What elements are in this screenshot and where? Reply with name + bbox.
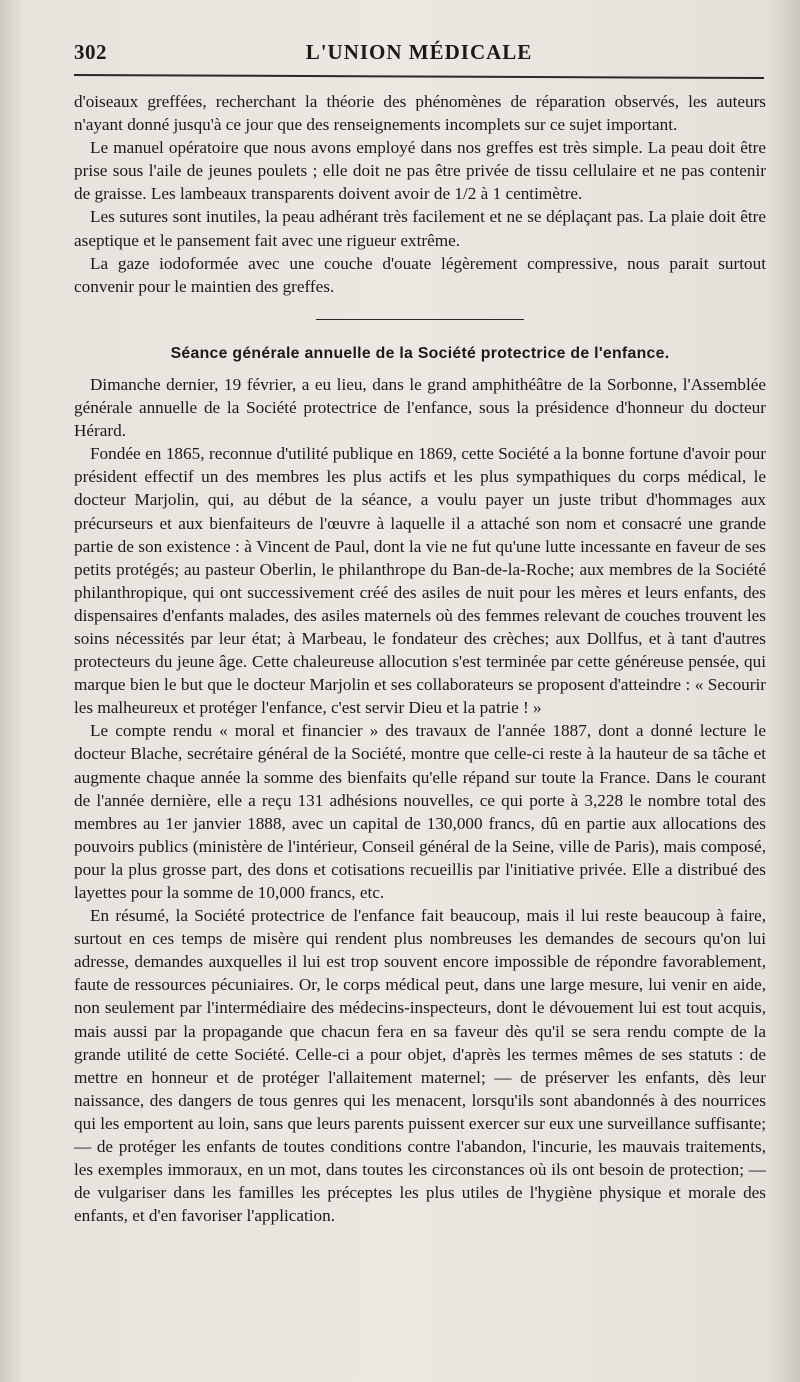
page-number: 302 <box>74 40 107 64</box>
section-title: Séance générale annuelle de la Société protectrice de l'enfance. <box>170 344 670 362</box>
body-text <box>74 90 766 1227</box>
intro-paragraph-1: d'oiseaux greffées, recherchant la théorie des phénomènes de réparation observés, les auteurs n'ayant donné jusqu'à ce jour que des renseignements incomplets sur ce sujet important. <box>74 92 766 135</box>
section-paragraph-3: Le compte rendu « moral et financier » des travaux de l'année 1887, dont a donné lecture le docteur Blache, secrétaire général de la Société, montre que celle-ci reste à la hauteur de sa tâche et augmente chaque année la somme des bienfaits qu'elle répand sur toute la France. Dans le courant de l'année dernière, elle a reçu 131 adhésions nouvelles, ce qui porte à 3,228 le nombre total des membres au 1er janvier 1888, avec un capital de 130,000 francs, dû en partie aux allocations des pouvoirs publics (ministère de l'intérieur, Conseil général de la Seine, ville de Paris), mais composé, pour la plus grosse part, des dons et cotisations recueillis par l'initiative privée. Elle a distribué des layettes pour la somme de 10,000 francs, etc. <box>74 721 766 902</box>
header-rule <box>74 74 764 79</box>
section-paragraph-2: Fondée en 1865, reconnue d'utilité publique en 1869, cette Société a la bonne fortune d'avoir pour président effectif un des membres les plus actifs et les plus sympathiques du corps médical, le docteur Marjolin, qui, au début de la séance, a voulu payer un juste tribut d'hommages aux précurseurs et aux bienfaiteurs de l'œuvre à laquelle il a attaché son nom et consacré une grande partie de son existence : à Vincent de Paul, dont la vie ne fut qu'une lutte incessante en faveur de ses petits protégés; au pasteur Oberlin, le philanthrope du Ban-de-la-Roche; aux membres de la Société philanthropique, qui ont successivement créé des asiles de nuit pour les mères et leurs enfants, des dispensaires d'enfants malades, des asiles maternels où des femmes relevant de couches trouvent les soins nécessités par leur état; à Marbeau, le fondateur des crèches; aux Dollfus, et à tant d'autres protecteurs du jeune âge. Cette chaleureuse allocution s'est terminée par cette généreuse pensée, qui marque bien le but que le docteur Marjolin et ses collaborateurs se proposent d'atteindre : « Secourir les malheureux et protéger l'enfance, c'est servir Dieu et la patrie ! » <box>74 444 766 718</box>
section-paragraph-1: Dimanche dernier, 19 février, a eu lieu, dans le grand amphithéâtre de la Sorbonne, l'Assemblée générale annuelle de la Société protectrice de l'enfance, sous la présidence d'honneur du docteur Hérard. <box>74 374 766 441</box>
intro-paragraph-4: La gaze iodoformée avec une couche d'ouate légèrement compressive, nous parait surtout convenir pour le maintien des greffes. <box>74 253 766 296</box>
running-title: L'UNION MÉDICALE <box>305 40 533 64</box>
section-separator <box>316 319 524 320</box>
intro-paragraph-3: Les sutures sont inutiles, la peau adhérant très facilement et ne se déplaçant pas. La plaie doit être aseptique et le pansement fait avec une rigueur extrême. <box>74 207 766 250</box>
intro-paragraph-2: Le manuel opératoire que nous avons employé dans nos greffes est très simple. La peau doit être prise sous l'aile de jeunes poulets ; elle doit ne pas être privée de tissu cellulaire et ne pas contenir de graisse. Les lambeaux transparents doivent avoir de 1/2 à 1 centimètre. <box>74 138 766 204</box>
page-header <box>74 40 764 74</box>
section-paragraph-4: En résumé, la Société protectrice de l'enfance fait beaucoup, mais il lui reste beaucoup à faire, surtout en ces temps de misère qui rendent plus nombreuses les demandes de secours qu'on lui adresse, demandes auxquelles il lui est trop souvent encore impossible de répondre favorablement, faute de ressources pécuniaires. Or, le corps médical peut, dans une large mesure, lui venir en aide, non seulement par l'intermédiaire des médecins-inspecteurs, dont le dévouement lui est tout acquis, mais aussi par la propagande que chacun fera en sa faveur dès qu'il se sera rendu compte de la grande utilité de cette Société. Celle-ci a pour objet, d'après les termes mêmes de ses statuts : de mettre en honneur et de protéger l'allaitement maternel; — de préserver les enfants, dès leur naissance, des dangers de tous genres qui les menacent, lorsqu'ils sont abandonnés à des nourrices qui les emportent au loin, sans que leurs parents puissent exercer sur eux une surveillance suffisante; — de protéger les enfants de toutes conditions contre l'abandon, l'incurie, les mauvais traitements, les exemples immoraux, en un mot, dans toutes les circonstances où ils ont besoin de protection; — de vulgariser dans les familles les préceptes les plus utiles de l'hygiène physique et morale des enfants, et d'en favoriser l'application. <box>74 906 766 1226</box>
